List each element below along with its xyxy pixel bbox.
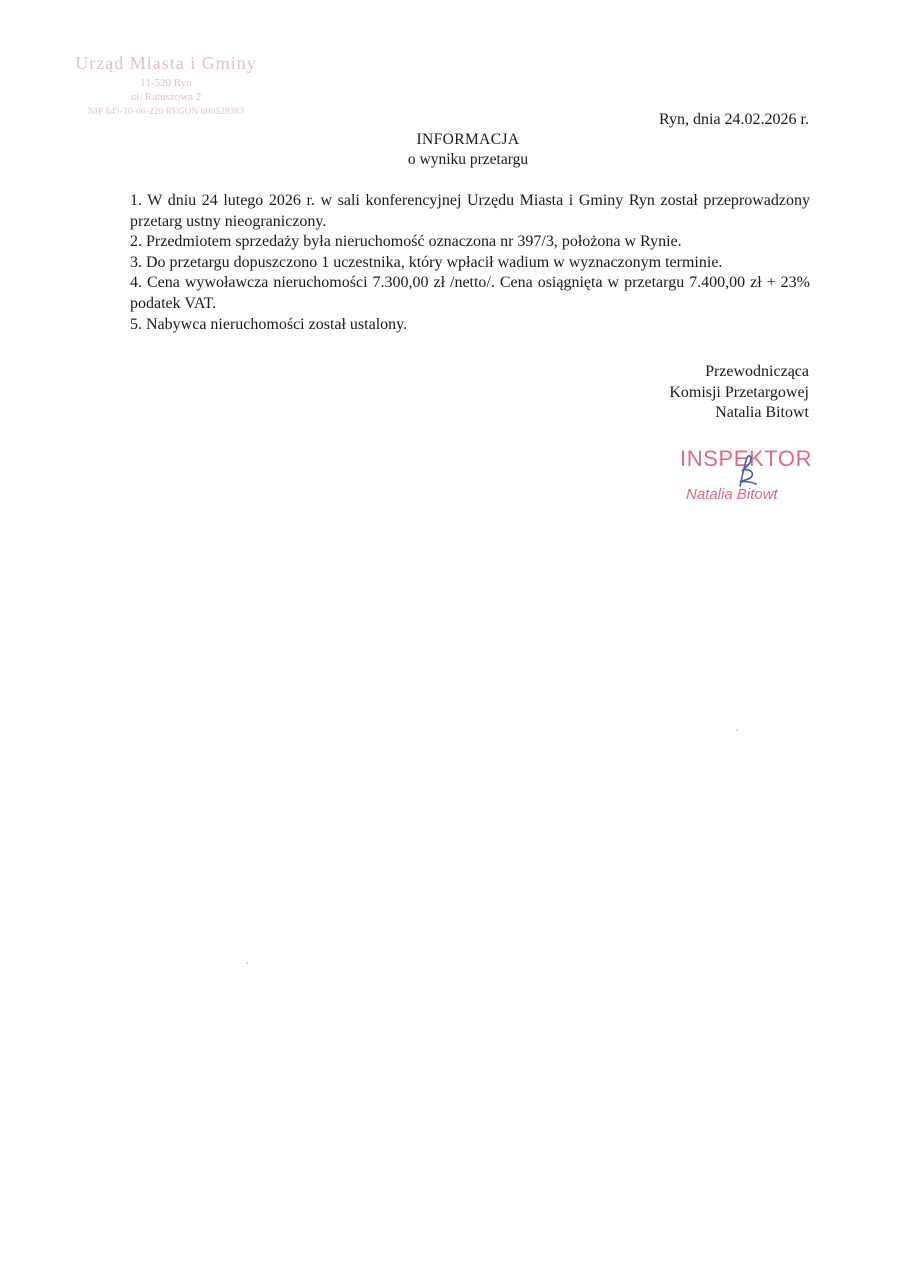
office-stamp-line4: NIP 845-10-06-220 REGON 000529383 — [87, 106, 245, 116]
signature-committee: Komisji Przetargowej — [669, 383, 809, 401]
document-subtitle: o wyniku przetargu — [407, 151, 529, 168]
document-heading — [0, 130, 905, 170]
handwritten-signature-icon — [730, 452, 766, 492]
office-stamp-line3: ul. Ratuszowa 2 — [130, 91, 202, 103]
signature-block — [669, 362, 809, 424]
point-4: 4. Cena wywoławcza nieruchomości 7.300,00 zł /netto/. Cena osiągnięta w przetargu 7.400,00 zł + 23% podatek VAT. — [130, 274, 810, 312]
signature-name: Natalia Bitowt — [715, 404, 809, 422]
signature-stroke — [740, 456, 756, 486]
document-body — [130, 191, 810, 335]
office-stamp-line2: 11-520 Ryn — [140, 77, 192, 89]
office-stamp — [66, 52, 266, 118]
point-3: 3. Do przetargu dopuszczono 1 uczestnika, który wpłacił wadium w wyznaczonym terminie. — [130, 253, 723, 271]
scan-speck — [736, 729, 738, 731]
place-date: Ryn, dnia 24.02.2026 r. — [658, 111, 809, 128]
point-1: 1. W dniu 24 lutego 2026 r. w sali konferencyjnej Urzędu Miasta i Gminy Ryn został przeprowadzony przetarg ustny nieograniczony. — [130, 192, 810, 230]
office-stamp-line1: Urząd Miasta i Gminy — [75, 53, 257, 73]
point-2: 2. Przedmiotem sprzedaży była nieruchomość oznaczona nr 397/3, położona w Rynie. — [130, 233, 682, 251]
inspector-stamp-title: INSPEKTOR — [680, 446, 813, 471]
point-5: 5. Nabywca nieruchomości został ustalony. — [130, 315, 408, 333]
inspector-stamp-name: Natalia Bitowt — [686, 486, 778, 503]
scan-speck — [246, 962, 248, 964]
document-title: INFORMACJA — [416, 131, 520, 148]
signature-role: Przewodnicząca — [705, 363, 809, 380]
